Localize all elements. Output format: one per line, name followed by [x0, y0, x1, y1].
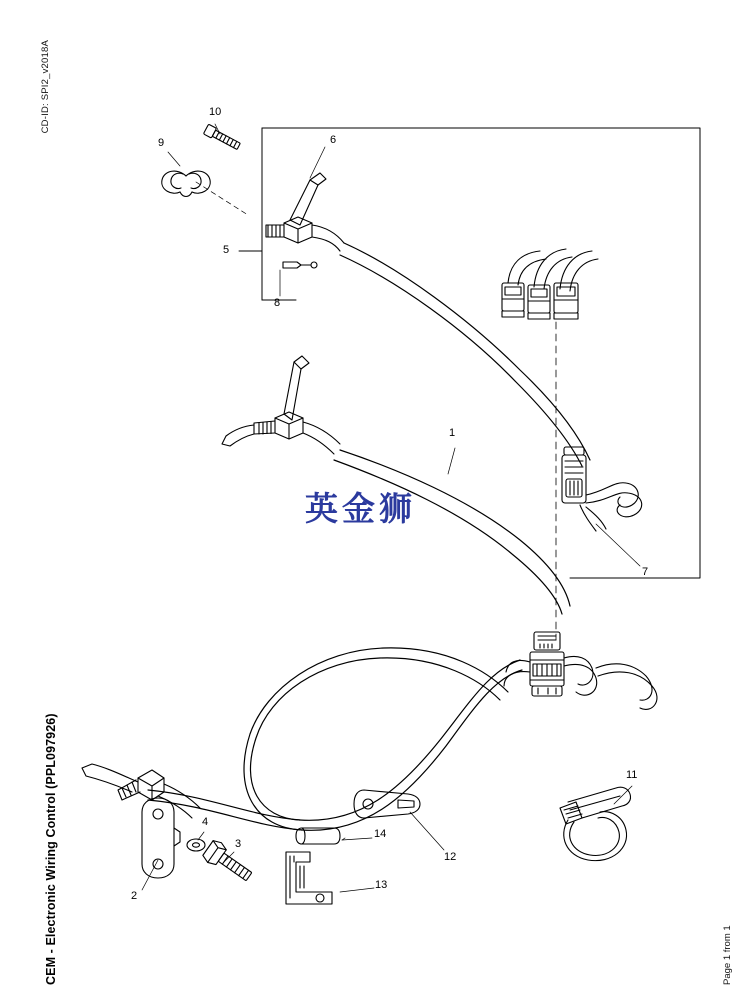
callout-1: 1 — [449, 427, 456, 439]
callout-10: 10 — [209, 106, 222, 118]
page-title: CEM - Electronic Wiring Control (PPL097926) — [44, 713, 58, 985]
callout-6: 6 — [330, 134, 337, 146]
callout-8: 8 — [274, 297, 281, 309]
callout-13: 13 — [375, 879, 388, 891]
callout-9: 9 — [158, 137, 165, 149]
callout-12: 12 — [444, 851, 457, 863]
callout-3: 3 — [235, 838, 242, 850]
callout-14: 14 — [374, 828, 387, 840]
callout-11: 11 — [626, 769, 638, 781]
callout-7: 7 — [642, 566, 649, 578]
callout-2: 2 — [131, 890, 138, 902]
cd-id-label: CD-ID: SPI2_v2018A — [40, 40, 51, 134]
watermark: 英金狮 — [305, 489, 416, 528]
callout-5: 5 — [223, 244, 230, 256]
callout-4: 4 — [202, 816, 209, 828]
page-count-label: Page 1 from 1 — [722, 925, 733, 985]
